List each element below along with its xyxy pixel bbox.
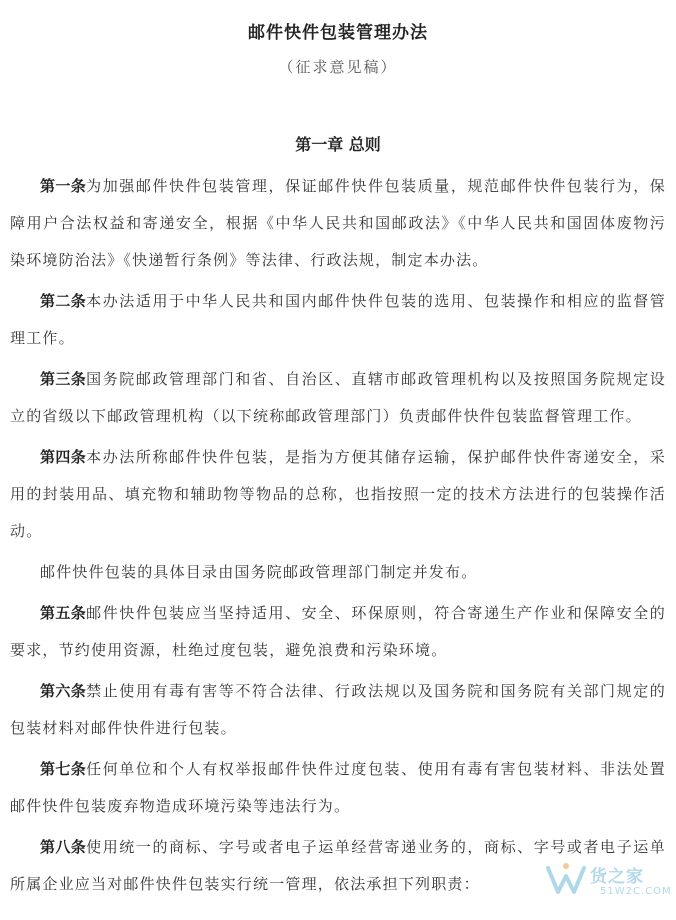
- document-title: 邮件快件包装管理办法: [248, 23, 428, 43]
- plain-paragraph: [10, 554, 666, 591]
- article-number: 第七条: [40, 760, 87, 778]
- article-text: 禁止使用有毒有害等不符合法律、行政法规以及国务院和国务院有关部门规定的包装材料对邮件快件进行包装。: [10, 682, 666, 737]
- watermark-logo-icon: [544, 858, 588, 902]
- watermark-url: 51W2C.COM: [600, 886, 672, 897]
- article-paragraph: [10, 751, 666, 825]
- article-text: 本办法适用于中华人民共和国内邮件快件包装的选用、包装操作和相应的监督管理工作。: [10, 292, 666, 347]
- article-number: 第六条: [40, 682, 87, 700]
- article-text: 为加强邮件快件包装管理，保证邮件快件包装质量，规范邮件快件包装行为，保障用户合法权益和寄递安全，根据《中华人民共和国邮政法》《中华人民共和国固体废物污染环境防治法》《快递暂行条例》等法律、行政法规，制定本办法。: [10, 177, 666, 269]
- site-watermark: [544, 856, 672, 908]
- document-subtitle: （征求意见稿）: [278, 58, 398, 76]
- article-number: 第八条: [40, 838, 87, 856]
- article-paragraph: [10, 439, 666, 550]
- article-number: 第二条: [40, 292, 87, 310]
- article-text: 任何单位和个人有权举报邮件快件过度包装、使用有毒有害包装材料、非法处置邮件快件包装废弃物造成环境污染等违法行为。: [10, 760, 666, 815]
- watermark-name: 货之家: [590, 867, 644, 887]
- article-text: 使用统一的商标、字号或者电子运单经营寄递业务的，商标、字号或者电子运单所属企业应当对邮件快件包装实行统一管理，依法承担下列职责：: [10, 838, 666, 893]
- article-paragraph: [10, 168, 666, 279]
- document-body: [10, 168, 666, 907]
- article-paragraph: [10, 673, 666, 747]
- article-paragraph: [10, 361, 666, 435]
- article-text: 国务院邮政管理部门和省、自治区、直辖市邮政管理机构以及按照国务院规定设立的省级以下邮政管理机构（以下统称邮政管理部门）负责邮件快件包装监督管理工作。: [10, 370, 666, 425]
- article-text: 邮件快件包装的具体目录由国务院邮政管理部门制定并发布。: [40, 563, 478, 581]
- article-number: 第三条: [40, 370, 87, 388]
- article-number: 第一条: [40, 177, 87, 195]
- chapter-heading: 第一章 总则: [295, 135, 381, 154]
- article-number: 第四条: [40, 448, 87, 466]
- article-paragraph: [10, 595, 666, 669]
- article-text: 本办法所称邮件快件包装，是指为方便其储存运输，保护邮件快件寄递安全，采用的封装用品、填充物和辅助物等物品的总称，也指按照一定的技术方法进行的包装操作活动。: [10, 448, 666, 540]
- article-text: 邮件快件包装应当坚持适用、安全、环保原则，符合寄递生产作业和保障安全的要求，节约使用资源，杜绝过度包装，避免浪费和污染环境。: [10, 604, 666, 659]
- article-paragraph: [10, 283, 666, 357]
- article-number: 第五条: [40, 604, 87, 622]
